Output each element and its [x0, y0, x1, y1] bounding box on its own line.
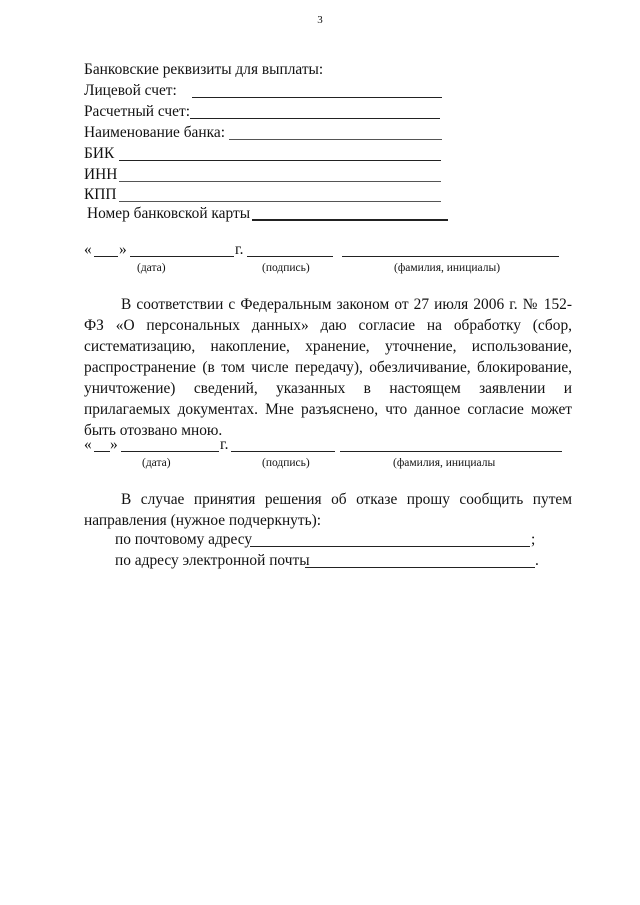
personal-account-field[interactable]	[192, 97, 442, 98]
settlement-account-label: Расчетный счет:	[84, 103, 190, 120]
inn-label: ИНН	[84, 166, 118, 183]
email-address-option[interactable]: по адресу электронной почты	[115, 552, 310, 569]
caption-date-1: (дата)	[137, 262, 166, 274]
date-open-quote-1: «	[84, 241, 92, 258]
month-field-2[interactable]	[121, 451, 219, 452]
consent-paragraph: В соответствии с Федеральным законом от 27 июля 2006 г. № 152-ФЗ «О персональных данных» даю согласие на обработку (сбор, систематизацию, накопление, хранение, уточнение, использование, распространение (в том числе передачу), обезличивание, блокирование, уничтожение) сведений, указанных в настоящем заявлении и прилагаемых документах. Мне разъяснено, что данное согласие может быть отозвано мною.	[84, 296, 572, 439]
caption-date-2: (дата)	[142, 457, 171, 469]
inn-field[interactable]	[119, 181, 441, 182]
card-number-label: Номер банковской карты	[87, 205, 251, 222]
caption-name-2: (фамилия, инициалы	[393, 457, 496, 469]
caption-signature-1: (подпись)	[262, 262, 310, 274]
signature-field-2[interactable]	[231, 451, 335, 452]
email-address-end: .	[535, 552, 539, 569]
year-suffix-2: г.	[220, 436, 229, 453]
bank-name-field[interactable]	[229, 139, 442, 140]
day-field-2[interactable]	[94, 451, 110, 452]
card-number-field[interactable]	[252, 219, 448, 221]
bank-name-label: Наименование банка:	[84, 124, 225, 141]
year-suffix-1: г.	[235, 241, 244, 258]
page-number: 3	[317, 14, 323, 26]
postal-address-end: ;	[531, 531, 536, 548]
bik-label: БИК	[84, 145, 115, 162]
refusal-paragraph: В случае принятия решения об отказе прошу сообщить путем направления (нужное подчеркнуть):	[84, 491, 572, 529]
caption-signature-2: (подпись)	[262, 457, 310, 469]
name-field-1[interactable]	[342, 256, 559, 257]
caption-name-1: (фамилия, инициалы)	[394, 262, 501, 274]
kpp-field[interactable]	[119, 201, 441, 202]
postal-address-option[interactable]: по почтовому адресу	[115, 531, 253, 548]
date-close-quote-1: »	[119, 241, 127, 258]
postal-address-field[interactable]	[250, 546, 530, 547]
date-open-quote-2: «	[84, 436, 92, 453]
month-field-1[interactable]	[130, 256, 234, 257]
signature-field-1[interactable]	[247, 256, 333, 257]
bik-field[interactable]	[119, 160, 441, 161]
day-field-1[interactable]	[94, 256, 118, 257]
settlement-account-field[interactable]	[190, 118, 440, 119]
bank-details-heading: Банковские реквизиты для выплаты:	[84, 61, 324, 78]
name-field-2[interactable]	[340, 451, 562, 452]
email-address-field[interactable]	[305, 567, 535, 568]
personal-account-label: Лицевой счет:	[84, 82, 177, 99]
kpp-label: КПП	[84, 186, 117, 203]
date-close-quote-2: »	[110, 436, 118, 453]
